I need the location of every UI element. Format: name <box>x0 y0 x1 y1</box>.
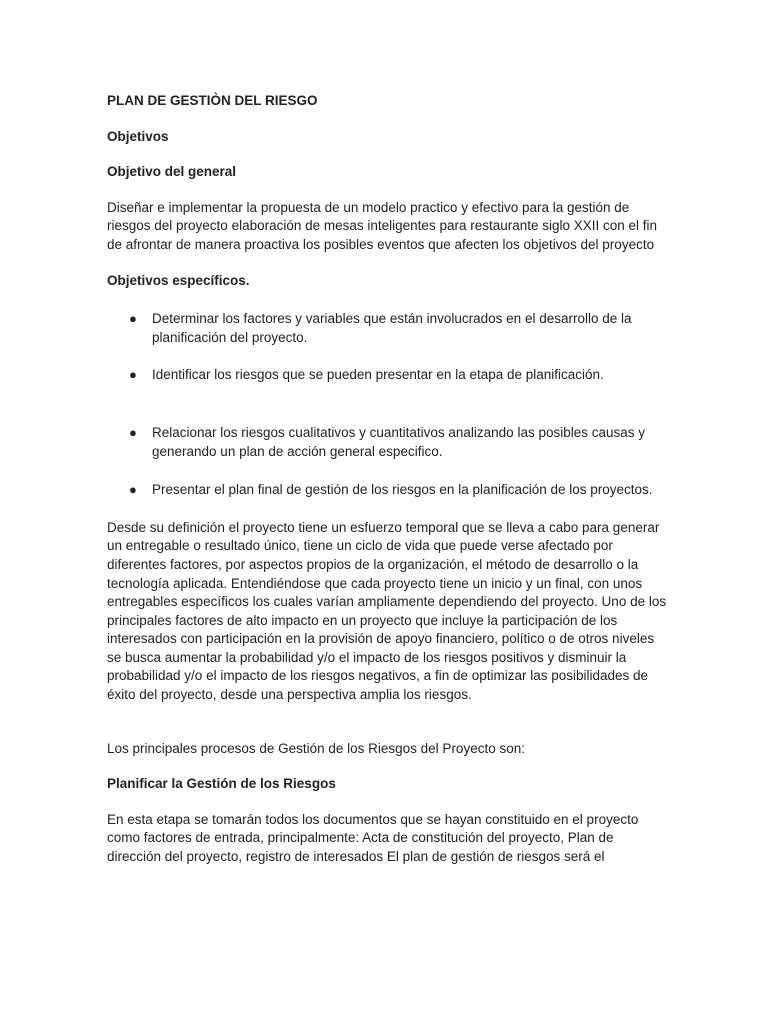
list-item-text: Determinar los factores y variables que están involucrados en el desarrollo de la planificación del proyecto. <box>152 311 632 345</box>
list-item-text: Identificar los riesgos que se pueden presentar en la etapa de planificación. <box>152 367 604 383</box>
general-objective-heading: Objetivo del general <box>107 164 237 180</box>
processes-intro: Los principales procesos de Gestión de los Riesgos del Proyecto son: <box>107 740 525 756</box>
list-item <box>107 424 667 461</box>
plan-heading: Planificar la Gestión de los Riesgos <box>107 776 336 792</box>
bullet-icon: ● <box>129 367 137 383</box>
plan-paragraph: En esta etapa se tomarán todos los documentos que se hayan constituido en el proyecto como factores de entrada, principalmente: Acta de constitución del proyecto, Plan de dirección del proyecto, registro de interesados El plan de gestión de riesgos será el <box>107 811 639 865</box>
definition-paragraph: Desde su definición el proyecto tiene un esfuerzo temporal que se lleva a cabo para generar un entregable o resultado único, tiene un ciclo de vida que puede verse afectado por diferentes factores, por aspectos propios de la organización, el método de desarrollo o la tecnología aplicada. Entendiéndose que cada proyecto tiene un inicio y un final, con unos entregables específicos los cuales varían ampliamente dependiendo del proyecto. Uno de los principales factores de alto impacto en un proyecto que incluye la participación de los interesados con participación en la provisión de apoyo financiero, político o de otros niveles se busca aumentar la probabilidad y/o el impacto de los riesgos positivos y disminuir la probabilidad y/o el impacto de los riesgos negativos, a fin de optimizar las posibilidades de éxito del proyecto, desde una perspectiva amplia los riesgos. <box>107 519 667 703</box>
document-title: PLAN DE GESTIÒN DEL RIESGO <box>107 93 318 108</box>
bullet-icon: ● <box>129 424 137 440</box>
specific-objectives-heading: Objetivos específicos. <box>107 272 250 288</box>
bullet-icon: ● <box>129 482 137 498</box>
bullet-icon: ● <box>129 311 137 327</box>
list-item-text: Relacionar los riesgos cualitativos y cuantitativos analizando las posibles causas y generando un plan de acción general especifico. <box>152 424 646 459</box>
general-objective-text: Diseñar e implementar la propuesta de un modelo practico y efectivo para la gestión de riesgos del proyecto elaboración de mesas inteligentes para restaurante siglo XXII con el fin de afrontar de manera proactiva los posibles eventos que afecten los objetivos del proyecto <box>107 199 658 252</box>
document-page <box>107 92 667 867</box>
list-item-text: Presentar el plan final de gestión de los riesgos en la planificación de los proyectos. <box>152 482 653 498</box>
list-item <box>107 310 667 347</box>
specific-objectives-list <box>107 310 667 500</box>
objectives-heading: Objetivos <box>107 128 169 144</box>
list-item <box>107 481 667 500</box>
list-item <box>107 366 667 385</box>
